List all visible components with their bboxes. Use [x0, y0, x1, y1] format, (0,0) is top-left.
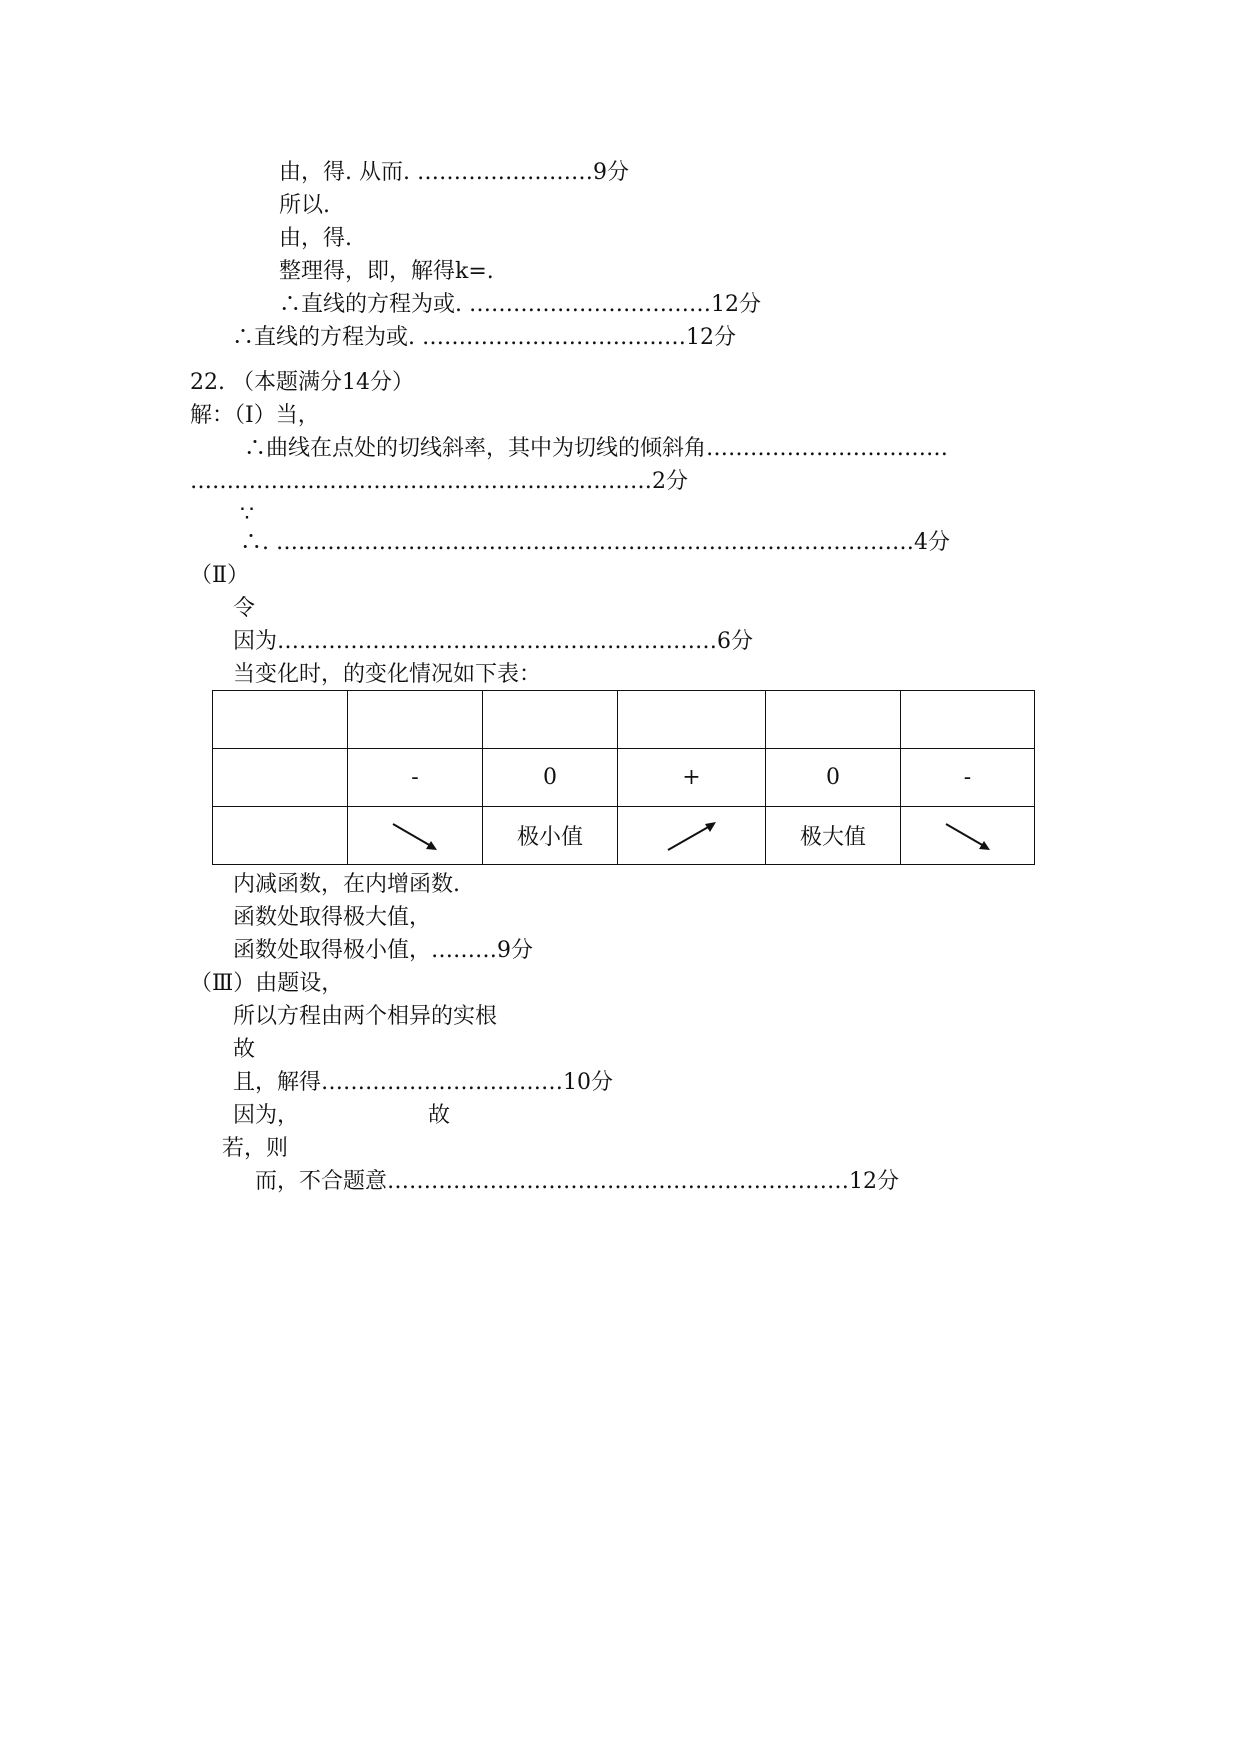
table-cell — [213, 807, 348, 865]
text-line: 解：（Ⅰ）当， — [190, 403, 320, 428]
text-line: 而，不合题意………………………………………………………12分 — [255, 1169, 899, 1194]
table-cell — [618, 691, 766, 749]
table-cell: - — [348, 749, 483, 807]
decrease-arrow-icon — [938, 816, 998, 856]
table-row — [213, 749, 1035, 807]
increase-arrow-icon — [662, 816, 722, 856]
table-cell — [213, 749, 348, 807]
table-row — [213, 691, 1035, 749]
table-cell: - — [901, 749, 1035, 807]
text-line: 因为， — [233, 1103, 300, 1128]
text-line: 且，解得……………………………10分 — [233, 1070, 613, 1095]
text-line: 故 — [233, 1037, 256, 1062]
table-cell: + — [618, 749, 766, 807]
table-cell — [348, 691, 483, 749]
text-line: 若，则 — [222, 1136, 289, 1161]
text-line: 因为……………………………………………………6分 — [233, 629, 753, 654]
text-line: ∵ — [240, 502, 254, 527]
text-line: 故 — [428, 1103, 451, 1128]
table-cell: 极小值 — [483, 807, 618, 865]
text-line: 所以方程由两个相异的实根 — [233, 1004, 498, 1029]
text-line: 整理得，即，解得k=. — [279, 259, 494, 284]
table-cell — [766, 691, 901, 749]
variation-table — [212, 690, 1035, 865]
table-row — [213, 807, 1035, 865]
table-cell — [618, 807, 766, 865]
table-cell: 0 — [766, 749, 901, 807]
table-cell — [483, 691, 618, 749]
text-line: 当变化时，的变化情况如下表： — [233, 662, 542, 687]
part-heading: （Ⅲ）由题设， — [190, 971, 344, 996]
text-line: ∴直线的方程为或. ……………………………12分 — [279, 292, 761, 317]
text-line: ∴直线的方程为或. ………………………………12分 — [232, 325, 736, 350]
table-cell: 0 — [483, 749, 618, 807]
table-cell — [901, 807, 1035, 865]
text-line: 由，得. — [279, 226, 352, 251]
table-cell: 极大值 — [766, 807, 901, 865]
text-line: 所以. — [279, 193, 330, 218]
text-line: 由，得. 从而. ……………………9分 — [279, 160, 629, 185]
text-line: 令 — [233, 596, 256, 621]
text-line: 函数处取得极大值， — [233, 905, 432, 930]
text-line: ………………………………………………………2分 — [190, 469, 688, 494]
part-heading: （Ⅱ） — [190, 563, 249, 588]
text-line: ∴曲线在点处的切线斜率，其中为切线的倾斜角…………………………… — [244, 436, 949, 461]
text-line: ∴. ……………………………………………………………………………4分 — [240, 530, 950, 555]
text-line: 函数处取得极小值，………9分 — [233, 938, 533, 963]
decrease-arrow-icon — [385, 816, 445, 856]
text-line: 内减函数，在内增函数. — [233, 872, 460, 897]
table-cell — [213, 691, 348, 749]
question-heading: 22. （本题满分14分） — [190, 370, 414, 395]
table-cell — [348, 807, 483, 865]
table-cell — [901, 691, 1035, 749]
